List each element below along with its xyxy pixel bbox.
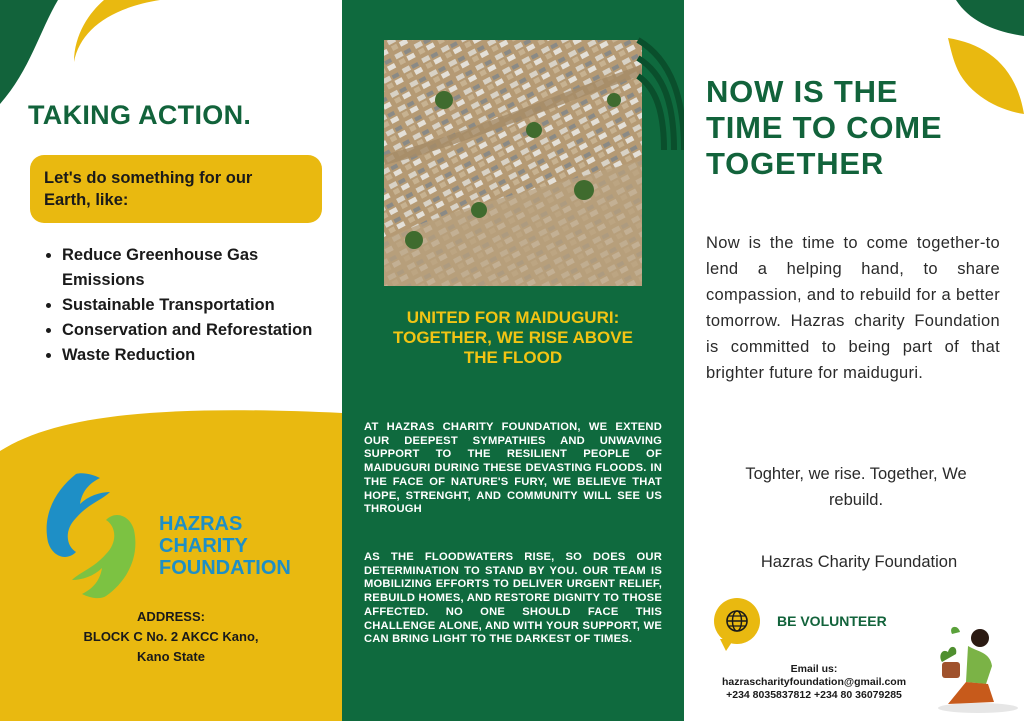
list-item: Reduce Greenhouse Gas Emissions [42,243,332,293]
address-label: ADDRESS: [137,609,205,624]
logo-line: HAZRAS [159,513,243,535]
list-item: Sustainable Transportation [42,293,332,318]
gardener-illustration [928,622,1020,714]
callout-text: Let's do something for our Earth, like: [44,169,253,209]
slogan-line: Toghter, we rise. Together, We [745,465,967,483]
now-is-the-time-heading: NOW IS THE TIME TO COME TOGETHER [706,74,943,181]
phone-numbers: +234 8035837812 +234 80 36079285 [726,689,902,701]
left-panel [0,0,342,721]
list-item: Conservation and Reforestation [42,318,332,343]
hands-logo-icon [36,470,146,600]
organization-name: Hazras Charity Foundation [760,553,958,571]
headline: UNITED FOR MAIDUGURI: TOGETHER, WE RISE ABOVE THE FLOOD [393,308,633,367]
email-label: Email us: [790,663,838,675]
address-line: Kano State [137,649,205,664]
slogan-line: rebuild. [828,491,884,509]
middle-panel [342,0,684,721]
foundation-logo-text [159,513,291,579]
list-item: Waste Reduction [42,343,332,368]
volunteer-badge[interactable] [714,598,760,644]
contact-info [692,663,936,702]
right-panel [684,0,1024,721]
decorative-arcs [342,0,684,160]
green-leaf-decoration [940,0,1024,40]
address-block [40,607,302,667]
callout-box [30,155,322,223]
yellow-leaf-decoration [60,0,170,70]
logo-line: FOUNDATION [159,557,291,579]
logo-line: CHARITY [159,535,248,557]
action-list [42,243,332,368]
globe-icon [725,609,749,633]
paragraph: AT HAZRAS CHARITY FOUNDATION, WE EXTEND OUR DEEPEST SYMPATHIES AND UNWAVING SUPPORT TO THE RESILIENT PEOPLE OF MAIDUGURI DURING THESE DEVASTING FLOODS. IN THE FACE OF NATURE'S FURY, WE BELIEVE THAT HOPE, STRENGHT, AND COMMUNITY WILL SEE US THROUGH [364,421,662,516]
taking-action-heading: TAKING ACTION. [28,100,252,130]
be-volunteer-link[interactable]: BE VOLUNTEER [777,613,887,629]
slogan [706,461,1006,513]
paragraph: AS THE FLOODWATERS RISE, SO DOES OUR DETERMINATION TO STAND BY YOU. OUR TEAM IS MOBILIZING EFFORTS TO DELIVER URGENT RELIEF, REBUILD HOMES, AND RESTORE DIGNITY TO THOSE AFFECTED. NO ONE SHOULD FACE THIS CHALLENGE ALONE, AND WITH YOUR SUPPORT, WE CAN BRING LIGHT TO THE DARKEST OF TIMES. [364,551,662,646]
email-address[interactable]: hazrascharityfoundation@gmail.com [721,676,907,688]
address-line: BLOCK C No. 2 AKCC Kano, [83,629,259,644]
body-text: Now is the time to come together-to lend a helping hand, to share compassion, and to rebuild for a better tomorrow. Hazras charity Foundation is committed to being part of that brighter future for maiduguri. [706,234,1000,382]
